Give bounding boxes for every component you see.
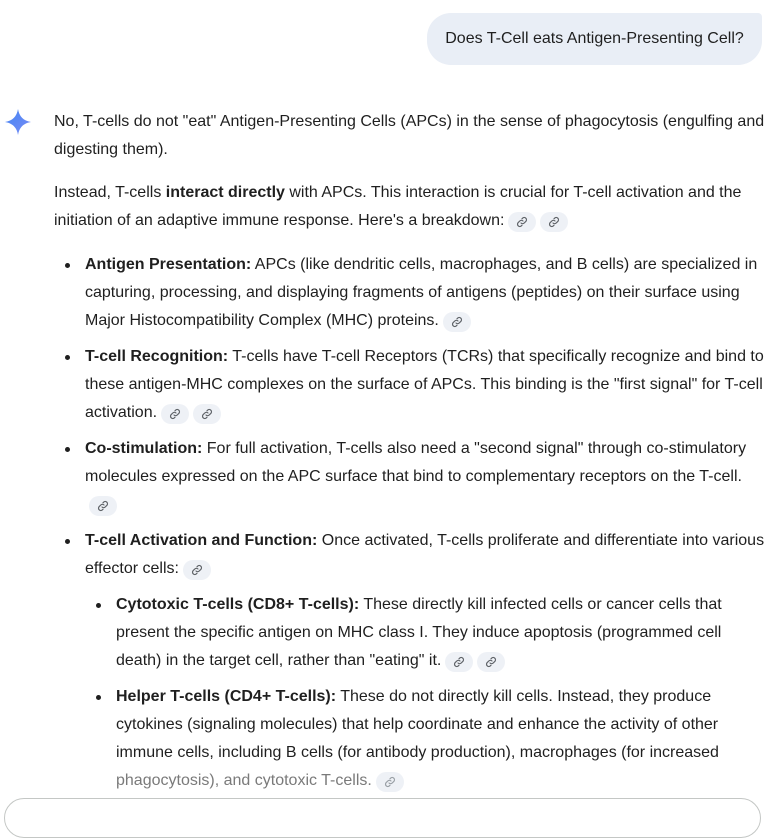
- list-item: [116, 591, 766, 675]
- list-item-text-faded: phagocytosis), and cytotoxic T-cells.: [116, 772, 372, 789]
- user-message-text: Does T-Cell eats Antigen-Presenting Cell?: [445, 30, 744, 47]
- list-item-text: These directly kill infected cells or cancer cells that present the specific antigen on MHC class I. They induce apoptosis (programmed cell death) in the target cell, rather than "eating" it.: [116, 596, 722, 669]
- link-icon: [453, 656, 465, 668]
- source-link-chip[interactable]: [376, 772, 404, 792]
- list-item-title: Co-stimulation:: [85, 440, 203, 457]
- source-link-chip[interactable]: [161, 404, 189, 424]
- user-message-bubble: [427, 13, 762, 65]
- link-icon: [548, 216, 560, 228]
- link-icon: [201, 408, 213, 420]
- response-intro: No, T-cells do not "eat" Antigen-Presenting Cells (APCs) in the sense of phagocytosis (engulfing and digesting them).: [54, 113, 765, 158]
- link-icon: [191, 564, 203, 576]
- emphasis-text: interact directly: [165, 184, 285, 201]
- effector-cells-list: [85, 591, 766, 795]
- source-link-chip[interactable]: [508, 212, 536, 232]
- source-link-chip[interactable]: [445, 652, 473, 672]
- list-item-title: Antigen Presentation:: [85, 256, 252, 273]
- response-paragraph: Instead, T-cells interact directly with APCs. This interaction is crucial for T-cell activation and the initiation of an adaptive immune response. Here's a breakdown:: [54, 179, 766, 235]
- source-link-chip[interactable]: [193, 404, 221, 424]
- list-item: [85, 435, 766, 519]
- list-item: [85, 343, 766, 427]
- list-item: [85, 527, 766, 795]
- source-link-chip[interactable]: [477, 652, 505, 672]
- link-icon: [451, 316, 463, 328]
- breakdown-list: [54, 251, 766, 795]
- gemini-sparkle-icon: [4, 108, 32, 136]
- link-icon: [485, 656, 497, 668]
- source-link-chip[interactable]: [540, 212, 568, 232]
- list-item-text: These do not directly kill cells. Instead, they produce cytokines (signaling molecules) that help coordinate and enhance the activity of other immune cells, including B cells (for antibody production), macrophages (for increased: [116, 688, 719, 761]
- source-link-chip[interactable]: [183, 560, 211, 580]
- list-item-text: T-cells have T-cell Receptors (TCRs) that specifically recognize and bind to these antigen-MHC complexes on the surface of APCs. This binding is the "first signal" for T-cell activation.: [85, 348, 764, 421]
- list-item-title: Cytotoxic T-cells (CD8+ T-cells):: [116, 596, 360, 613]
- source-link-chip[interactable]: [89, 496, 117, 516]
- list-item-title: T-cell Recognition:: [85, 348, 229, 365]
- link-icon: [169, 408, 181, 420]
- prompt-input-box[interactable]: [4, 798, 761, 838]
- source-link-chip[interactable]: [443, 312, 471, 332]
- assistant-response: [54, 108, 766, 803]
- list-item-text: APCs (like dendritic cells, macrophages, and B cells) are specialized in capturing, processing, and displaying fragments of antigens (peptides) on their surface using Major Histocompatibility Complex (MHC) proteins.: [85, 256, 758, 329]
- list-item-text: For full activation, T-cells also need a "second signal" through co-stimulatory molecules expressed on the APC surface that bind to complementary receptors on the T-cell.: [85, 440, 747, 485]
- list-item-title: Helper T-cells (CD4+ T-cells):: [116, 688, 337, 705]
- list-item: [116, 683, 766, 795]
- list-item-title: T-cell Activation and Function:: [85, 532, 318, 549]
- link-icon: [384, 776, 396, 788]
- link-icon: [97, 500, 109, 512]
- link-icon: [516, 216, 528, 228]
- list-item-text: Once activated, T-cells proliferate and differentiate into various effector cells:: [85, 532, 765, 577]
- list-item: [85, 251, 766, 335]
